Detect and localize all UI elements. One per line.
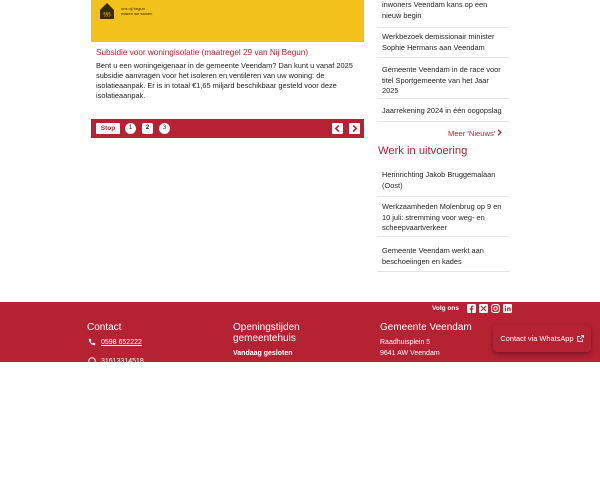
more-news-label: Meer 'Nieuws' [448, 129, 496, 138]
chevron-right-icon [497, 129, 502, 136]
slide-dot-3[interactable]: 3 [159, 123, 170, 134]
news-item[interactable]: Jaarrekening 2024 in één oogopslag [377, 99, 509, 122]
slide-image-banner[interactable] [91, 0, 364, 42]
news-slider [91, 0, 364, 138]
whatsapp-contact-button[interactable] [493, 325, 591, 352]
news-item[interactable]: inwoners Veendam kans op een nieuw begin [377, 0, 509, 28]
follow-us-label: Volg ons [432, 305, 459, 312]
whatsapp-link[interactable]: 31613314518 [101, 358, 144, 365]
more-news-link[interactable] [448, 129, 502, 138]
logo-tagline: ons nij begun maken we samen [121, 6, 153, 16]
chevron-left-icon [332, 123, 343, 134]
phone-link[interactable]: 0598 652222 [101, 339, 142, 346]
whatsapp-button-label: Contact via WhatsApp [500, 334, 574, 343]
chevron-right-icon [349, 123, 360, 134]
slide-title[interactable]: Subsidie voor woningisolatie (maatregel 29 van Nij Begun) [96, 48, 309, 57]
stop-button[interactable]: Stop [96, 123, 120, 134]
external-link-icon [577, 335, 584, 342]
slide-dot-1[interactable]: 1 [125, 123, 136, 134]
next-slide-button[interactable] [349, 123, 360, 134]
opening-hours-today: Vandaag gesloten [233, 350, 293, 357]
x-icon[interactable] [479, 304, 488, 313]
work-item[interactable]: Herinrichting Jakob Bruggemalaan (Oost) [377, 164, 509, 197]
news-item[interactable]: Werkbezoek demissionair minister Sophie Hermans aan Veendam [377, 28, 509, 58]
slide-dot-2[interactable]: 2 [142, 123, 153, 134]
svg-text:§§§: §§§ [103, 12, 111, 18]
nij-begun-logo-icon [99, 2, 115, 20]
address-title: Gemeente Veendam [380, 322, 472, 333]
work-item[interactable]: Gemeente Veendam werkt aan beschoeiingen en kades [377, 237, 509, 272]
address-street: Raadhuisplein 5 [380, 339, 431, 346]
work-item[interactable]: Werkzaamheden Molenbrug op 9 en 10 juli: stremming voor weg- en scheepvaartverkeer [377, 197, 509, 237]
phone-icon [88, 338, 96, 346]
work-list [377, 164, 509, 272]
slide-text: Bent u een woningeigenaar in de gemeente Veendam? Dan kunt u vanaf 2025 subsidie aanvragen voor het isoleren en ventileren van uw woning: de isolatieaanpak. Er is in totaal €1,65 miljard beschikbaar gesteld voor deze isolatieaanpak. [96, 61, 353, 100]
whatsapp-icon [88, 357, 96, 365]
news-list [377, 0, 509, 122]
opening-hours-title: Openingstijden gemeentehuis [233, 322, 300, 344]
slider-controls [91, 119, 364, 138]
work-section-title: Werk in uitvoering [378, 145, 468, 157]
address-city: 9641 AW Veendam [380, 350, 440, 357]
linkedin-icon[interactable] [503, 304, 512, 313]
contact-title: Contact [87, 322, 122, 333]
news-item[interactable]: Gemeente Veendam in de race voor titel Sportgemeente van het Jaar 2025 [377, 58, 509, 99]
previous-slide-button[interactable] [332, 123, 343, 134]
instagram-icon[interactable] [491, 304, 500, 313]
facebook-icon[interactable] [467, 304, 476, 313]
